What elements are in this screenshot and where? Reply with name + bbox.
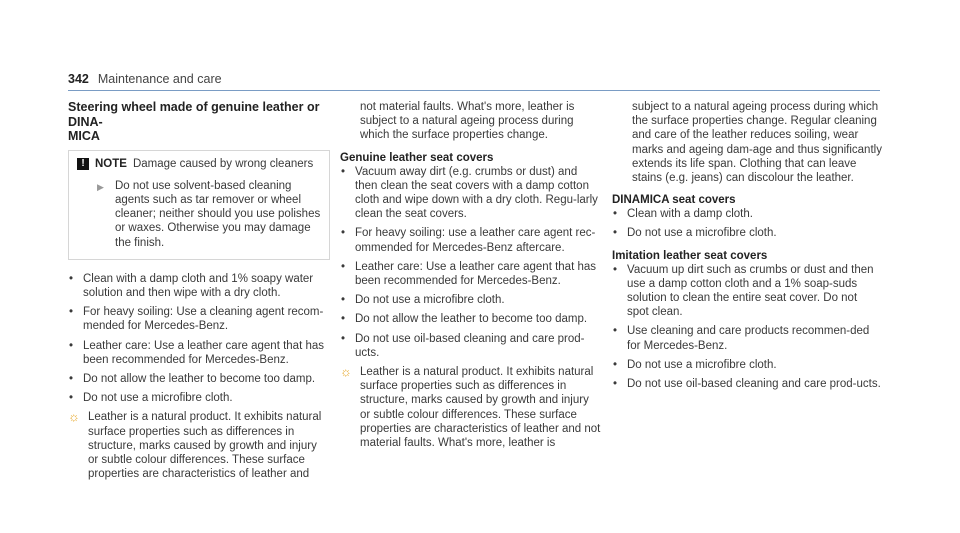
list-item: • Clean with a damp cloth and 1% soapy water solution and then wipe with a dry cloth.: [68, 272, 330, 300]
bullet-list: [612, 263, 882, 392]
list-item-text: Do not use a microfibre cloth.: [627, 358, 777, 371]
list-item: • Do not allow the leather to become too damp.: [341, 313, 588, 326]
continued-text: subject to a natural ageing process during which the surface properties change. Regular cleaning and care of the leather reduces soiling, wear marks and ageing dam-age and thus significantly extends its life span. Clothing that can leave stains (e.g. jeans) can discolour the leather.: [632, 101, 882, 185]
note-body: [77, 179, 321, 250]
imitation-leather-heading: Imitation leather seat covers: [612, 249, 768, 262]
list-item-text: Do not use a microfibre cloth.: [355, 294, 505, 307]
section-title: Maintenance and care: [97, 72, 222, 86]
list-item-text: For heavy soiling: Use a cleaning agent recom-mended for Mercedes-Benz.: [83, 306, 324, 333]
info-note: [340, 365, 602, 450]
list-item: • Do not use a microfibre cloth.: [613, 358, 777, 371]
info-text: Leather is a natural product. It exhibits natural surface properties such as differences in structure, marks caused by growth and injury or subtle colour differences. These surface properties are characteristics of leather and not material faults. What's more, leather is: [360, 366, 601, 450]
column-1: [68, 100, 330, 481]
warning-icon: !: [77, 158, 89, 170]
bullet-list: [340, 165, 602, 360]
list-item: • For heavy soiling: Use a cleaning agent recom-mended for Mercedes-Benz.: [68, 305, 330, 333]
genuine-leather-heading: Genuine leather seat covers: [340, 151, 494, 164]
list-item-text: Do not allow the leather to become too damp.: [355, 313, 588, 326]
list-item-text: Do not use a microfibre cloth.: [627, 227, 777, 240]
page-header: [68, 72, 222, 86]
steering-wheel-heading: Steering wheel made of genuine leather or DINA- MICA: [68, 100, 320, 143]
header-divider: [68, 90, 880, 91]
column-2: [340, 100, 602, 450]
list-item: • Do not use a microfibre cloth.: [341, 294, 505, 307]
list-item: • For heavy soiling: use a leather care agent rec-ommended for Mercedes-Benz aftercare.: [340, 226, 602, 254]
list-item: • Vacuum away dirt (e.g. crumbs or dust) and then clean the seat covers with a damp cotton cloth and wipe down with a dry cloth. Regu-larly clean the seat covers.: [340, 165, 602, 222]
list-item-text: Do not use oil-based cleaning and care prod-ucts.: [355, 332, 585, 359]
list-item: • Do not use oil-based cleaning and care prod-ucts.: [613, 378, 881, 391]
note-subtitle: Damage caused by wrong cleaners: [132, 157, 314, 170]
arrow-right-icon: ▶: [97, 181, 104, 192]
note-text: Do not use solvent-based cleaning agents such as tar remover or wheel cleaner; neither should you use polishes or waxes. Otherwise you may damage the finish.: [115, 179, 321, 249]
list-item-text: Use cleaning and care products recommen-ded for Mercedes-Benz.: [627, 325, 870, 352]
list-item: • Use cleaning and care products recommen-ded for Mercedes-Benz.: [612, 324, 882, 352]
list-item: • Do not use oil-based cleaning and care prod-ucts.: [340, 332, 602, 360]
bullet-list: [612, 207, 882, 240]
list-item-text: Clean with a damp cloth and 1% soapy water solution and then wipe with a dry cloth.: [83, 272, 314, 299]
list-item-text: For heavy soiling: use a leather care agent rec-ommended for Mercedes-Benz aftercare.: [355, 227, 596, 254]
list-item-text: Do not use a microfibre cloth.: [83, 392, 233, 405]
list-item: • Clean with a damp cloth.: [613, 208, 753, 221]
lightbulb-icon: ☼: [340, 364, 352, 380]
list-item-text: Do not allow the leather to become too damp.: [83, 372, 316, 385]
list-item-text: Do not use oil-based cleaning and care prod-ucts.: [627, 378, 881, 391]
bullet-list: [68, 272, 330, 406]
column-3: [612, 100, 882, 396]
list-item-text: Vacuum away dirt (e.g. crumbs or dust) and then clean the seat covers with a damp cotton cloth and wipe down with a dry cloth. Regu-larly clean the seat covers.: [355, 165, 598, 221]
list-item: • Leather care: Use a leather care agent that has been recommended for Mercedes-Benz.: [340, 260, 602, 288]
list-item: • Leather care: Use a leather care agent that has been recommended for Mercedes-Benz.: [68, 339, 330, 367]
list-item: • Vacuum up dirt such as crumbs or dust and then use a damp cotton cloth and a 1% soap-suds solution to clean the entire seat cover. Do not spot clean.: [612, 263, 882, 320]
list-item-text: Leather care: Use a leather care agent that has been recommended for Mercedes-Benz.: [83, 339, 325, 366]
info-text: Leather is a natural product. It exhibits natural surface properties such as differences in structure, marks caused by growth and injury or subtle colour differences. These surface properties are characteristics of leather and: [88, 411, 322, 481]
note-header: [77, 157, 321, 171]
list-item: • Do not allow the leather to become too damp.: [69, 372, 316, 385]
list-item: • Do not use a microfibre cloth.: [69, 392, 233, 405]
dinamica-heading: DINAMICA seat covers: [612, 194, 736, 207]
list-item-text: Clean with a damp cloth.: [627, 208, 753, 221]
note-title: NOTE: [95, 157, 127, 170]
list-item-text: Leather care: Use a leather care agent that has been recommended for Mercedes-Benz.: [355, 260, 597, 288]
note-box: [68, 150, 330, 260]
list-item-text: Vacuum up dirt such as crumbs or dust and then use a damp cotton cloth and a 1% soap-suds solution to clean the entire seat cover. Do not spot clean.: [627, 263, 874, 319]
lightbulb-icon: ☼: [68, 409, 80, 425]
continued-text: not material faults. What's more, leather is subject to a natural ageing process during which the surface properties change.: [360, 101, 575, 142]
page-number: 342: [68, 72, 89, 86]
info-note: [68, 410, 330, 481]
list-item: • Do not use a microfibre cloth.: [613, 227, 777, 240]
